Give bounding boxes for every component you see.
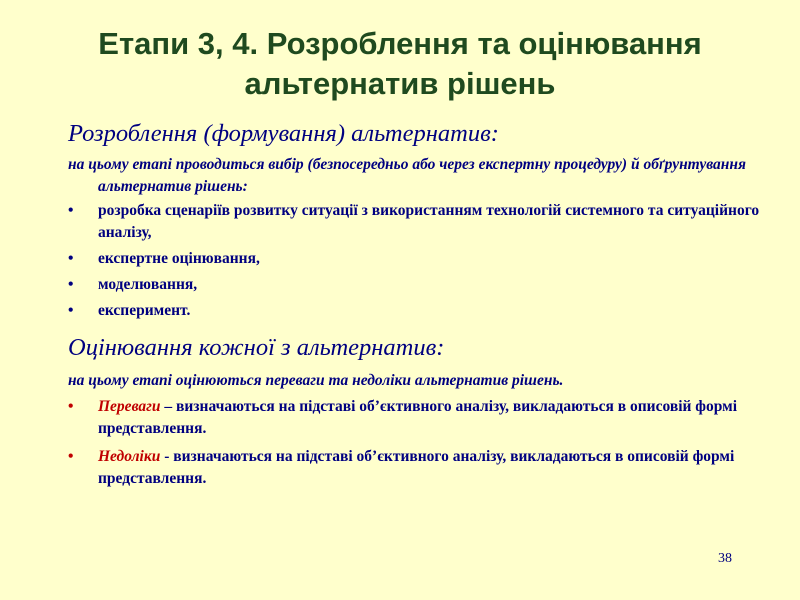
term-disadvantages: Недоліки: [98, 448, 161, 465]
slide-title-line-2: альтернатив рішень: [244, 66, 556, 101]
bullet-text: моделювання,: [98, 276, 198, 293]
bullet-text: – визначаються на підставі об’єктивного аналізу, викладаються в описовій формі представлення.: [98, 398, 738, 437]
slide-content: [68, 118, 768, 490]
bullet-text: експертне оцінювання,: [98, 250, 260, 267]
list-item: [68, 396, 768, 440]
bullet-list-evaluation: [68, 396, 768, 490]
section-intro-development: на цьому етапі проводиться вибір (безпосередньо або через експертну процедуру) й обґрунтування альтернатив рішень:: [68, 156, 746, 195]
bullet-icon: •: [68, 448, 74, 465]
bullet-text: розробка сценаріїв розвитку ситуації з використанням технологій системного та ситуаційного аналізу,: [98, 202, 760, 241]
list-item: [68, 274, 768, 296]
bullet-icon: •: [68, 276, 74, 293]
bullet-icon: •: [68, 202, 74, 219]
list-item: [68, 200, 768, 244]
bullet-list-development: [68, 200, 768, 322]
term-advantages: Переваги: [98, 398, 161, 415]
section-heading-development: Розроблення (формування) альтернатив:: [68, 120, 499, 147]
bullet-text: - визначаються на підставі об’єктивного аналізу, викладаються в описовій формі представлення.: [98, 448, 735, 487]
slide-title-line-1: Етапи 3, 4. Розроблення та оцінювання: [98, 26, 702, 61]
bullet-icon: •: [68, 302, 74, 319]
bullet-icon: •: [68, 398, 74, 415]
page-number: 38: [718, 551, 732, 566]
slide-title: [40, 24, 760, 104]
list-item: [68, 248, 768, 270]
bullet-text: експеримент.: [98, 302, 191, 319]
list-item: [68, 446, 768, 490]
section-heading-evaluation: Оцінювання кожної з альтернатив:: [68, 334, 445, 361]
section-intro-evaluation: на цьому етапі оцінюються переваги та недоліки альтернатив рішень.: [68, 372, 564, 389]
list-item: [68, 300, 768, 322]
bullet-icon: •: [68, 250, 74, 267]
